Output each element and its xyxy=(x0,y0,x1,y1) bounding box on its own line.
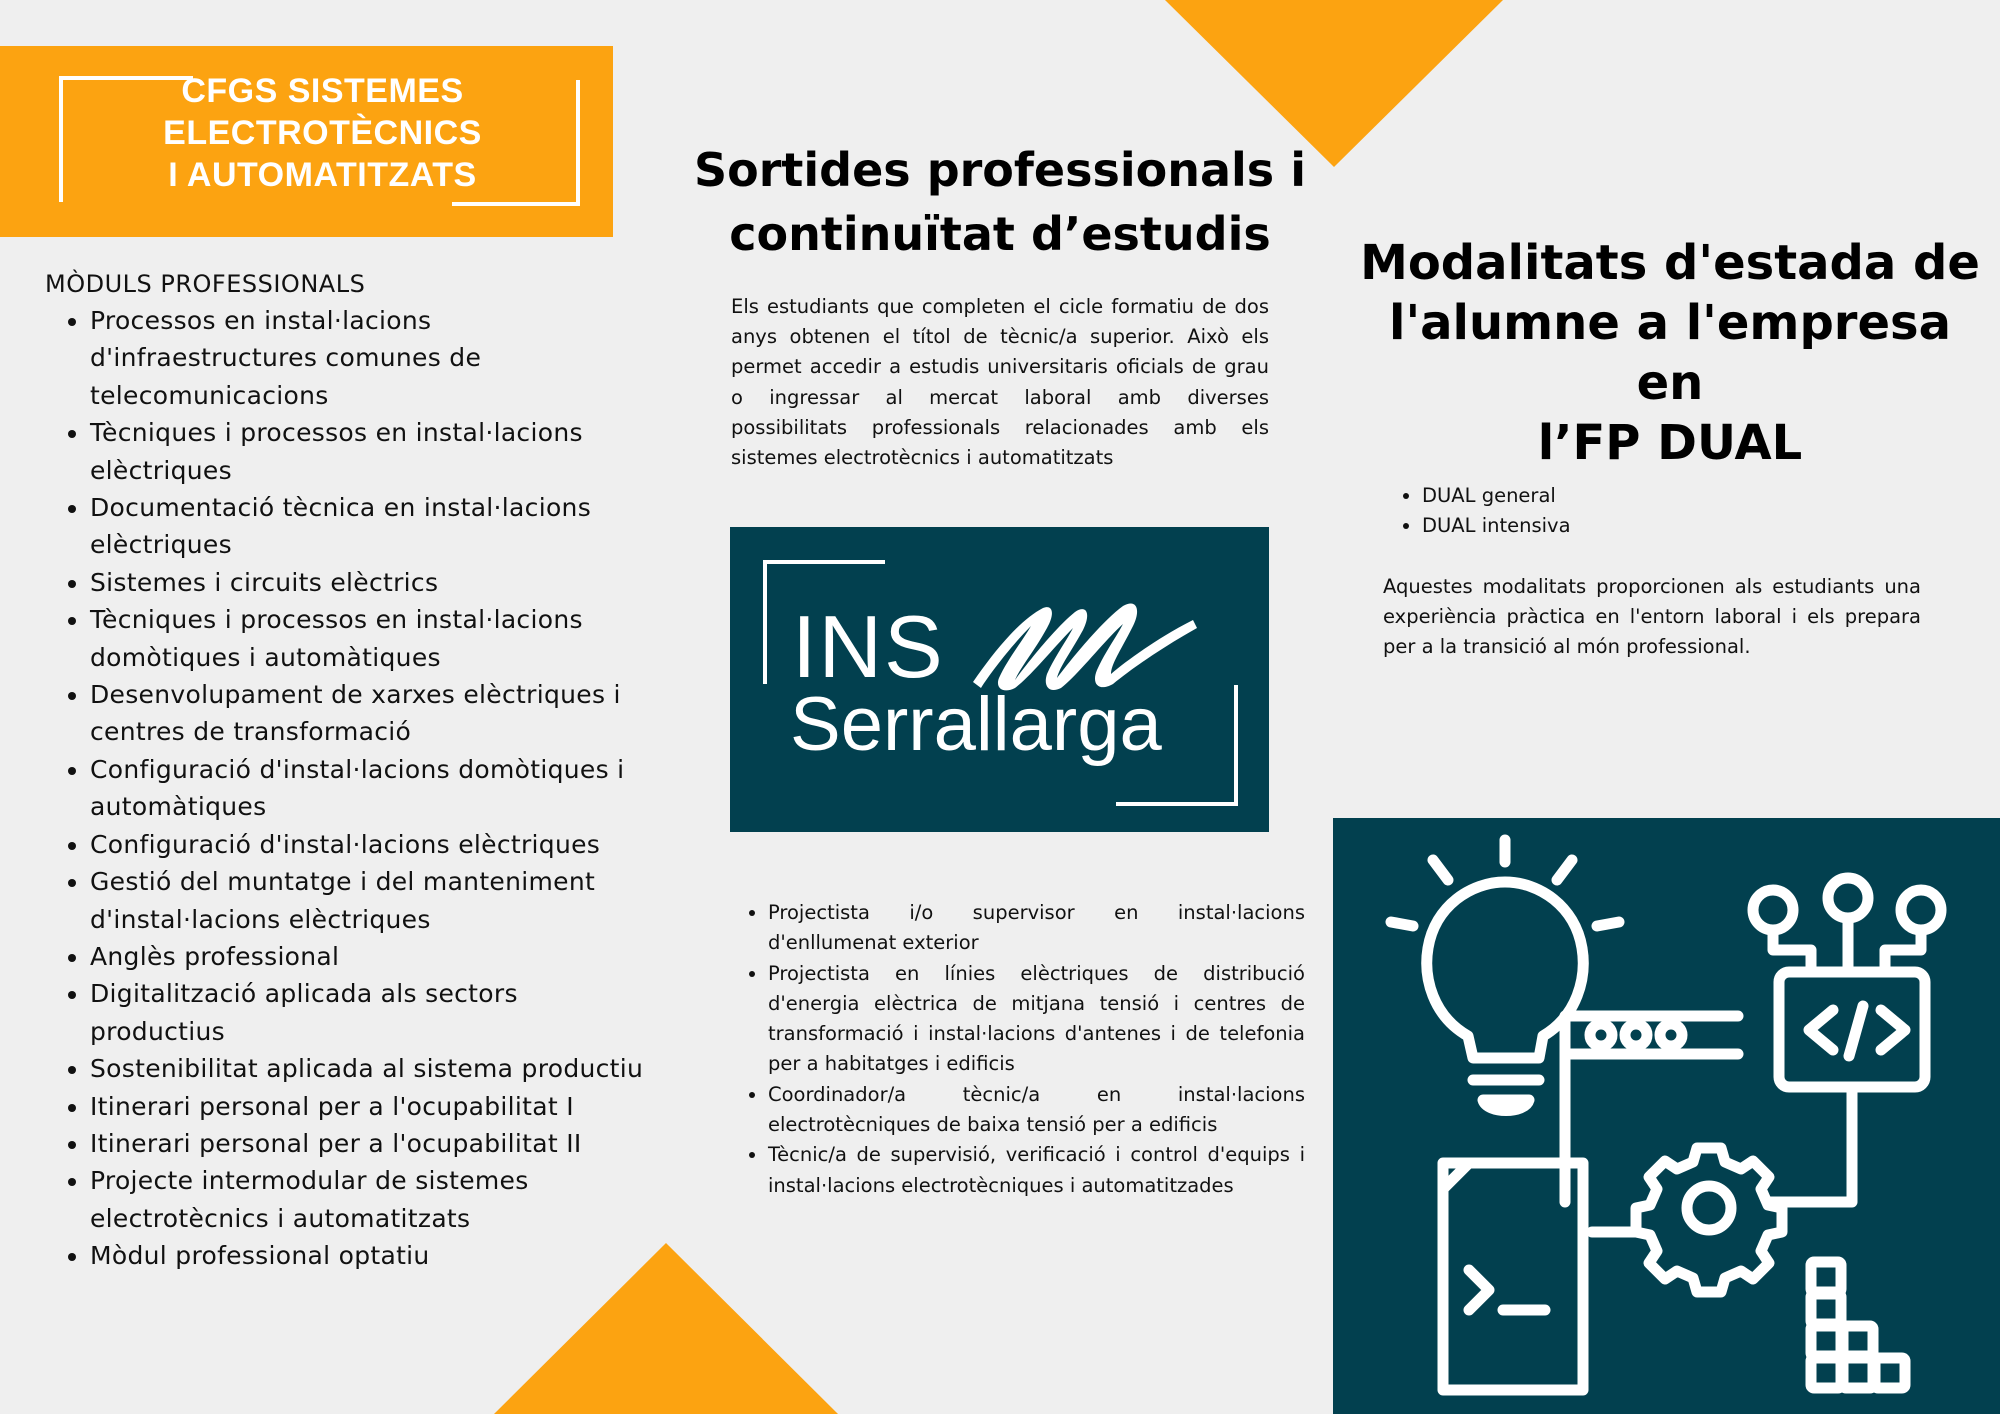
illustration-panel xyxy=(1333,818,2000,1414)
list-item: • Itinerari personal per a l'ocupabilitat I xyxy=(90,1088,660,1125)
careers-heading-line1: Sortides professionals i xyxy=(694,143,1306,197)
modules-list xyxy=(45,302,660,1275)
list-item: • Sostenibilitat aplicada al sistema productiu xyxy=(90,1050,660,1087)
list-item: • Projectista en línies elèctriques de distribució d'energia elèctrica de mitjana tensió i centres de transformació i instal·lacions d'antenes i de telefonia per a habitatges i edificis xyxy=(768,959,1305,1080)
modules-heading: MÒDULS PROFESSIONALS xyxy=(45,270,366,298)
list-item: • Sistemes i circuits elèctrics xyxy=(90,564,660,601)
list-item: • Projecte intermodular de sistemes electrotècnics i automatitzats xyxy=(90,1162,660,1237)
serrallarga-wave-icon xyxy=(965,580,1205,695)
course-title xyxy=(150,70,495,196)
list-item: • Digitalització aplicada als sectors productius xyxy=(90,975,660,1050)
list-item: • Coordinador/a tècnic/a en instal·lacions electrotècniques de baixa tensió per a edificis xyxy=(768,1080,1305,1141)
list-item: • DUAL general xyxy=(1422,481,1571,511)
list-item: • Tècnic/a de supervisió, verificació i control d'equips i instal·lacions electrotècniques i automatitzades xyxy=(768,1140,1305,1201)
course-title-line3: I AUTOMATITZATS xyxy=(168,156,477,194)
dual-heading-line2: l'alumne a l'empresa en xyxy=(1389,295,1951,411)
careers-heading-line2: continuïtat d’estudis xyxy=(729,207,1271,261)
dual-list xyxy=(1384,481,1571,541)
careers-heading xyxy=(690,138,1310,266)
dual-heading xyxy=(1360,233,1980,473)
dual-paragraph: Aquestes modalitats proporcionen als estudiants una experiència pràctica en l'entorn laboral i els prepara per a la transició al món professional. xyxy=(1383,575,1921,659)
list-item: • DUAL intensiva xyxy=(1422,511,1571,541)
careers-list xyxy=(732,898,1305,1201)
course-title-line2: ELECTROTÈCNICS xyxy=(163,114,482,152)
list-item: • Anglès professional xyxy=(90,938,660,975)
list-item: • Documentació tècnica en instal·lacions elèctriques xyxy=(90,489,660,564)
list-item: • Gestió del muntatge i del manteniment d'instal·lacions elèctriques xyxy=(90,863,660,938)
tech-illustration-icon xyxy=(1333,818,2000,1414)
dual-heading-line3: l’FP DUAL xyxy=(1537,415,1803,471)
list-item: • Configuració d'instal·lacions elèctriques xyxy=(90,826,660,863)
dual-heading-line1: Modalitats d'estada de xyxy=(1360,235,1980,291)
list-item: • Tècniques i processos en instal·lacions domòtiques i automàtiques xyxy=(90,601,660,676)
list-item: • Desenvolupament de xarxes elèctriques i centres de transformació xyxy=(90,676,660,751)
list-item: • Configuració d'instal·lacions domòtiques i automàtiques xyxy=(90,751,660,826)
list-item: • Mòdul professional optatiu xyxy=(90,1237,660,1274)
list-item: • Tècniques i processos en instal·lacions elèctriques xyxy=(90,414,660,489)
logo-text-serrallarga: Serrallarga xyxy=(790,682,1162,767)
careers-paragraph: Els estudiants que completen el cicle formatiu de dos anys obtenen el títol de tècnic/a superior. Això els permet accedir a estudis universitaris oficials de grau o ingressar al mercat laboral amb diverses possibilitats professionals relacionades amb els sistemes electrotècnics i automatitzats xyxy=(731,295,1269,470)
list-item: • Processos en instal·lacions d'infraestructures comunes de telecomunicacions xyxy=(90,302,660,414)
list-item: • Projectista i/o supervisor en instal·lacions d'enllumenat exterior xyxy=(768,898,1305,959)
course-title-line1: CFGS SISTEMES xyxy=(181,72,464,110)
logo-text-ins: INS xyxy=(792,597,945,696)
list-item: • Itinerari personal per a l'ocupabilitat II xyxy=(90,1125,660,1162)
